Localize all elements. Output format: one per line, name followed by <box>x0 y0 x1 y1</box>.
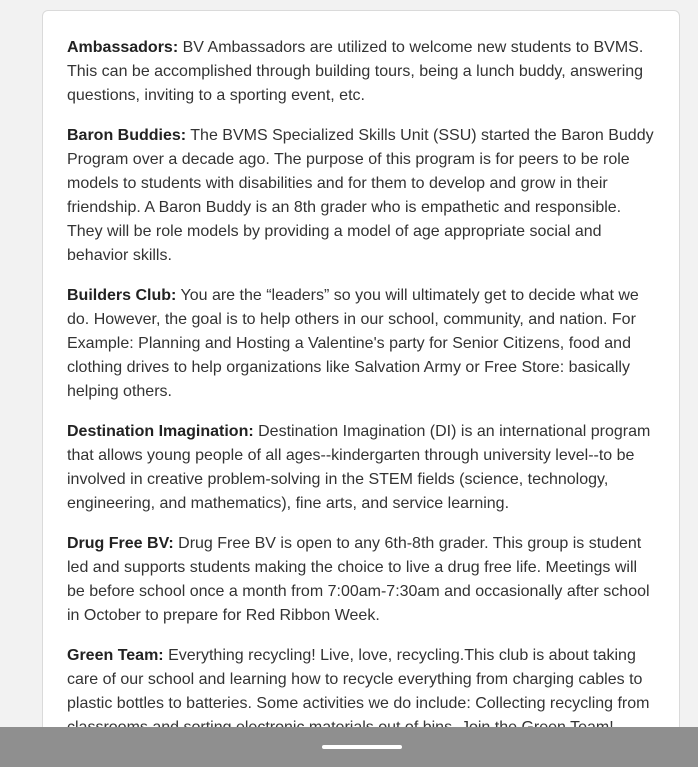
club-drug-free-bv <box>67 532 655 628</box>
club-description: The BVMS Specialized Skills Unit (SSU) started the Baron Buddy Program over a decade ago. The purpose of this program is for peers to be role models to students with disabilities and for them to develop and grow in their friendship. A Baron Buddy is an 8th grader who is empathetic and responsible. They will be role models by providing a model of age appropriate social and behavior skills. <box>67 127 654 264</box>
club-green-team <box>67 644 655 740</box>
club-baron-buddies <box>67 124 655 268</box>
club-builders-club <box>67 284 655 404</box>
club-name: Baron Buddies: <box>67 127 187 144</box>
club-name: Green Team: <box>67 647 164 664</box>
club-name: Ambassadors: <box>67 39 179 56</box>
club-destination-imagination <box>67 420 655 516</box>
club-name: Builders Club: <box>67 287 177 304</box>
clubs-content-card <box>42 10 680 767</box>
bottom-navigation-bar <box>0 727 698 767</box>
club-name: Destination Imagination: <box>67 423 254 440</box>
club-description: Everything recycling! Live, love, recycling.This club is about taking care of our school and learning how to recycle everything from charging cables to plastic bottles to batteries. Some activities we do include: Collecting recycling from <box>67 647 650 712</box>
club-description: Drug Free BV is open to any 6th-8th grader. This group is student led and supports students making the choice to live a drug free life. Meetings will be before school once a month from 7:00am-7:30am and occasionally after school in October to prepare for Red Ribbon Week. <box>67 535 650 624</box>
club-description: You are the “leaders” so you will ultimately get to decide what we do. However, the goal is to help others in our school, community, and nation. For Example: Planning and Hosting a Valentine's party for Senior Citizens, food and clothing drives to help organizations like Salvation Army or Free Store: basically helping others. <box>67 287 639 400</box>
club-description: BV Ambassadors are utilized to welcome new students to BVMS. This can be accomplished through building tours, being a lunch buddy, answering questions, inviting to a sporting event, etc. <box>67 39 644 104</box>
home-indicator-handle[interactable] <box>322 745 402 749</box>
club-description: Destination Imagination (DI) is an international program that allows young people of all ages--kindergarten through university level--to be involved in creative problem-solving in the STEM fields (science, technology, engineering, and mathematics), fine arts, and service learning. <box>67 423 651 512</box>
club-ambassadors <box>67 36 655 108</box>
club-name: Drug Free BV: <box>67 535 174 552</box>
